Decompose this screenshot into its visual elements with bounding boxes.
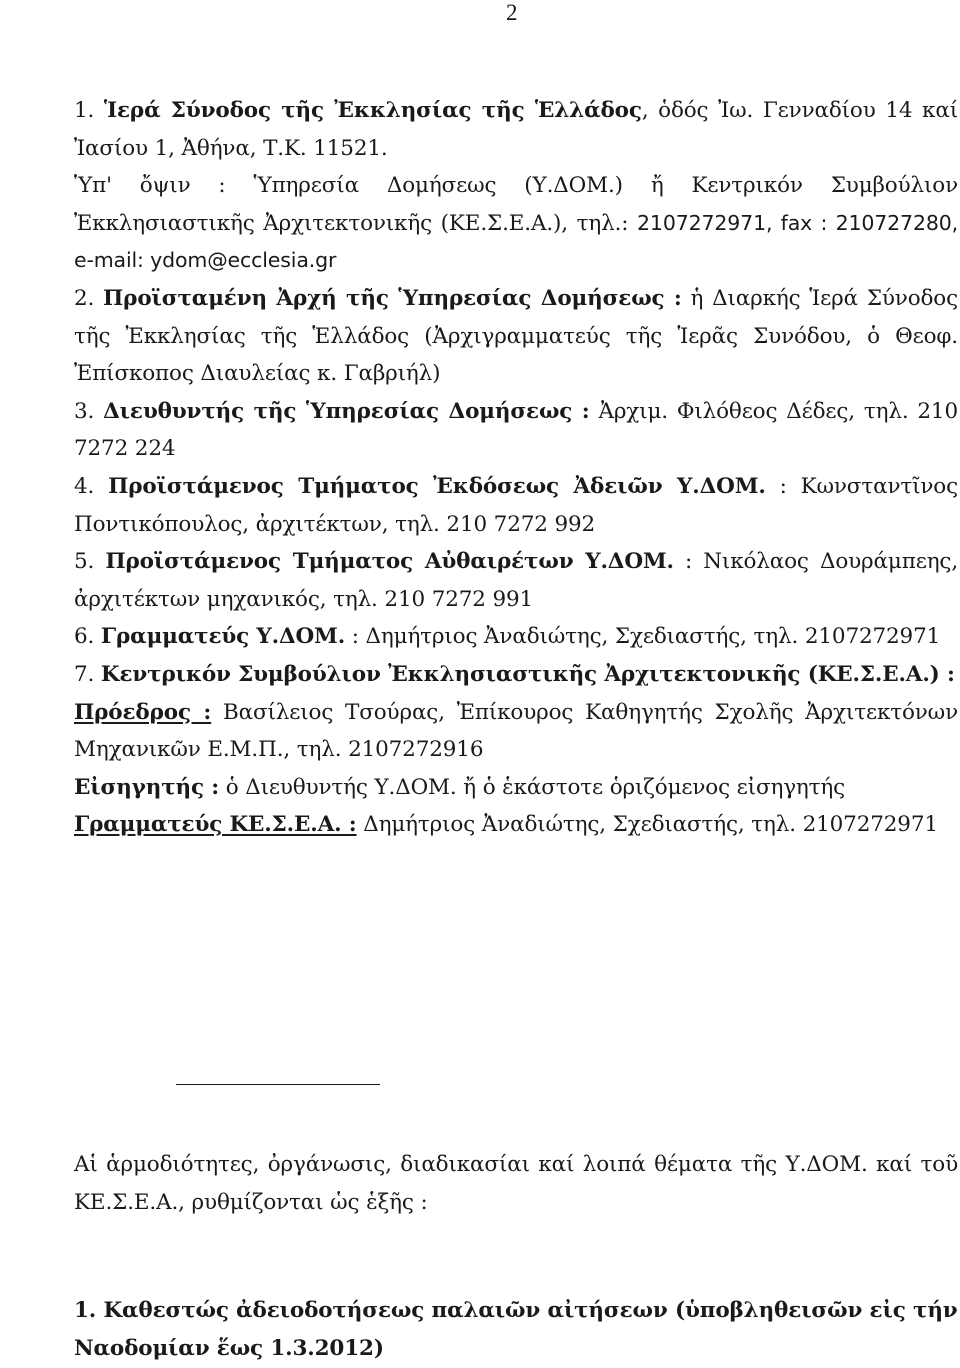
item-5-number: 5. <box>74 549 95 575</box>
item-4 <box>74 468 958 543</box>
item-7-number: 7. <box>74 661 95 687</box>
item-5-title: Προϊστάμενος Τμήματος Αὐθαιρέτων Υ.ΔΟΜ. <box>105 549 674 575</box>
item-7-president <box>74 694 958 769</box>
item-2 <box>74 280 958 393</box>
president-label: Πρόεδρος : <box>74 699 212 725</box>
secretary-label: Γραμματεύς ΚΕ.Σ.Ε.Α. : <box>74 812 357 838</box>
item-3-text: Ἀρχιμ. Φιλόθεος Δέδες, τηλ. 210 7272 224 <box>74 398 958 462</box>
item-6-title: Γραμματεύς Υ.ΔΟΜ. <box>100 624 346 650</box>
rapporteur-label: Εἰσηγητής : <box>74 774 220 800</box>
item-3-number: 3. <box>74 398 95 424</box>
item-3 <box>74 393 958 468</box>
item-1-title: Ἱερά Σύνοδος τῆς Ἐκκλησίας τῆς Ἑλλάδος <box>103 98 642 123</box>
item-7-rapporteur <box>74 769 958 807</box>
item-6 <box>74 618 958 656</box>
page-number: 2 <box>506 0 518 25</box>
section-heading: 1. Καθεστώς ἀδειοδοτήσεως παλαιῶν αἰτήσεων (ὑποβληθεισῶν εἰς τήν Ναοδομίαν ἕως 1.3.2012) <box>74 1298 958 1361</box>
item-5 <box>74 543 958 618</box>
item-4-title: Προϊστάμενος Τμήματος Ἐκδόσεως Ἀδειῶν Υ.ΔΟΜ. <box>108 473 766 499</box>
item-1 <box>74 92 958 167</box>
rapporteur-text: ὁ Διευθυντής Υ.ΔΟΜ. ἤ ὁ ἑκάστοτε ὁριζόμενος εἰσηγητής <box>219 774 845 800</box>
item-4-number: 4. <box>74 473 95 499</box>
item-7-title: Κεντρικόν Συμβούλιον Ἐκκλησιαστικῆς Ἀρχιτεκτονικῆς (ΚΕ.Σ.Ε.Α.) : <box>100 661 955 687</box>
item-6-text: : Δημήτριος Ἀναδιώτης, Σχεδιαστής, τηλ. 2107272971 <box>345 624 941 650</box>
item-2-number: 2. <box>74 285 95 311</box>
item-1-text: , ὁδός Ἰω. Γενναδίου 14 καί Ἰασίου 1, Ἀθήνα, Τ.Κ. 11521. <box>74 98 958 161</box>
item-2-text: ἡ Διαρκής Ἱερά Σύνοδος τῆς Ἐκκλησίας τῆς Ἑλλάδος (Ἀρχιγραμματεύς τῆς Ἱερᾶς Συνόδου, ὁ Θεοφ. Ἐπίσκοπος Διαυλείας κ. Γαβριήλ) <box>74 285 958 387</box>
item-1-contact: 2107272971, fax : 210727280, e-mail: ydom@ecclesia.gr <box>74 210 958 273</box>
item-7-secretary <box>74 806 958 844</box>
item-5-text: : Νικόλαος Δουράμπεης, ἀρχιτέκτων μηχανικός, τηλ. 210 7272 991 <box>74 549 959 612</box>
item-1-number: 1. <box>74 98 95 123</box>
item-1-attention-text: Ὑπ' ὄψιν : Ὑπηρεσία Δομήσεως (Υ.ΔΟΜ.) ἤ Κεντρικόν Συμβούλιον Ἐκκλησιαστικῆς Ἀρχιτεκτονικῆς (ΚΕ.Σ.Ε.Α.), τηλ.: <box>74 173 958 236</box>
closing-block <box>74 1146 958 1221</box>
section-divider <box>176 1084 380 1085</box>
item-7 <box>74 656 958 694</box>
item-6-number: 6. <box>74 624 95 650</box>
item-2-title: Προϊσταμένη Ἀρχή τῆς Ὑπηρεσίας Δομήσεως : <box>103 285 682 311</box>
contacts-list <box>74 92 958 844</box>
closing-paragraph: Αἱ ἁρμοδιότητες, ὀργάνωσις, διαδικασίαι καί λοιπά θέματα τῆς Υ.ΔΟΜ. καί τοῦ ΚΕ.Σ.Ε.Α., ρυθμίζονται ὡς ἑξῆς : <box>74 1152 958 1215</box>
item-3-title: Διευθυντής τῆς Ὑπηρεσίας Δομήσεως : <box>103 398 590 424</box>
secretary-text: Δημήτριος Ἀναδιώτης, Σχεδιαστής, τηλ. 2107272971 <box>356 812 938 838</box>
president-text: Βασίλειος Τσούρας, Ἐπίκουρος Καθηγητής Σχολῆς Ἀρχιτεκτόνων Μηχανικῶν Ε.Μ.Π., τηλ. 2107272916 <box>74 699 958 763</box>
item-4-text: : Κωνσταντῖνος Ποντικόπουλος, ἀρχιτέκτων, τηλ. 210 7272 992 <box>74 473 958 537</box>
item-1-attention <box>74 167 958 280</box>
